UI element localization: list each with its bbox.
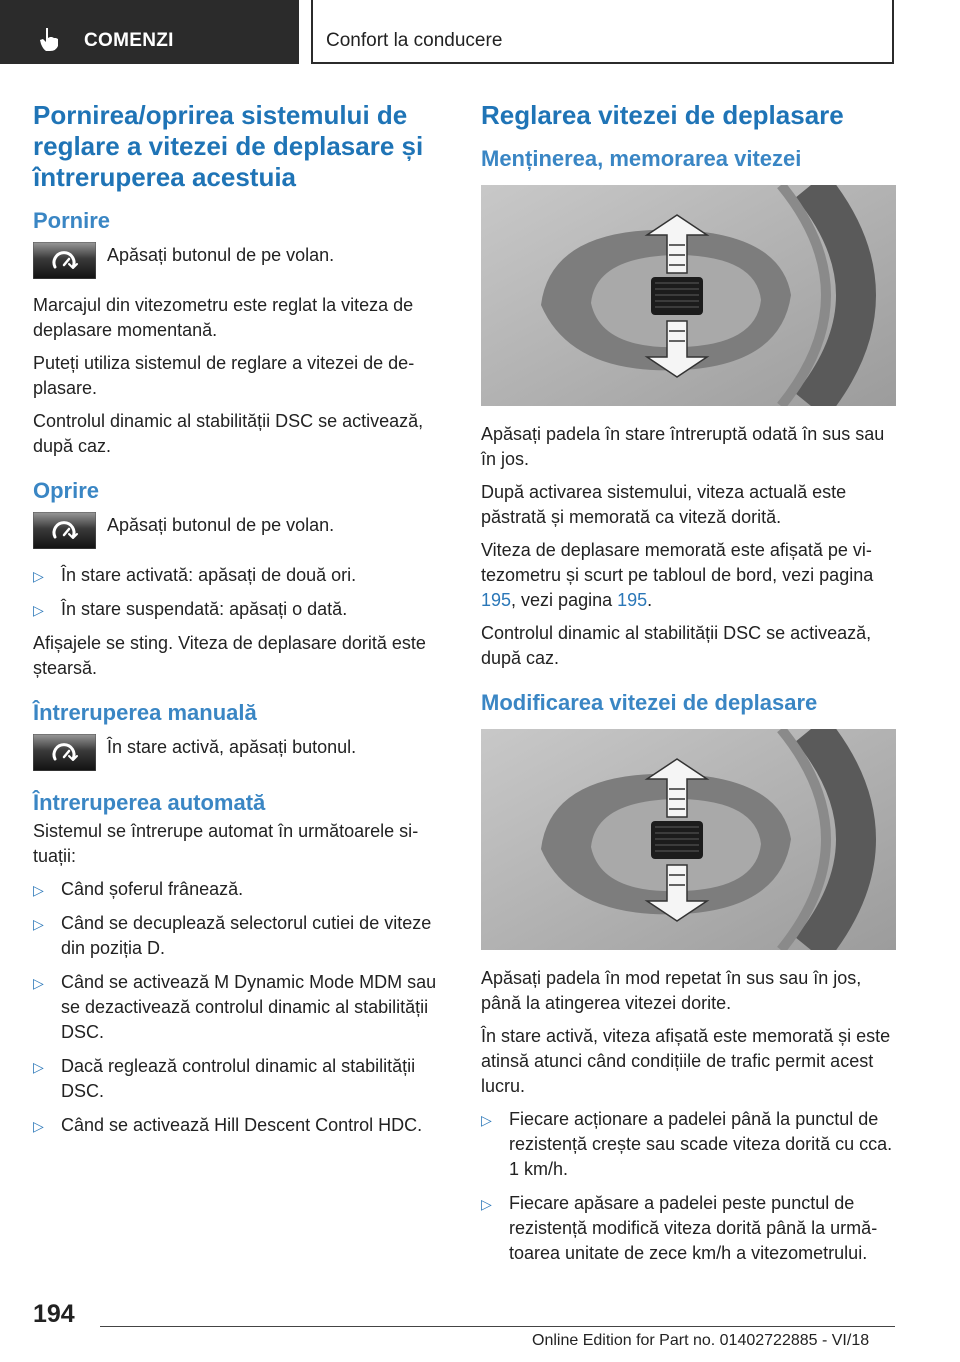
oprire-button-row [33,513,448,549]
list-item: ▷ Fiecare apăsare a padelei peste punctul de rezistență modifică viteza dorită până la următoarea unitate de zece km/h a vitezometrului. [481,1193,878,1263]
list-item: ▷ Când se decuplează selectorul cutiei de viteze din poziția D. [33,913,432,958]
automat-paragraph-1: Sistemul se întrerupe automat în următoarele situații: [33,821,419,866]
pornire-button-text: Apăsați butonul de pe volan. [107,245,335,265]
pornire-paragraph-2: Puteți utiliza sistemul de reglare a vitezei de deplasare. [33,353,415,398]
heading-modificare: Modificarea vitezei de deplasare [481,690,818,715]
cruise-control-button-icon [33,734,96,771]
cruise-control-button-icon [33,512,96,549]
manual-button-row [33,735,448,771]
manual-button-text: În stare activă, apăsați butonul. [107,737,357,757]
steering-paddle-photo [481,185,896,406]
heading-oprire: Oprire [33,478,100,503]
triangle-bullet-icon: ▷ [33,882,44,898]
oprire-list [33,563,448,622]
footer-edition: Online Edition for Part no. 01402722885 - VI/18 [532,1332,870,1349]
triangle-bullet-icon: ▷ [481,1196,492,1212]
pornire-paragraph-1: Marcajul din vitezometru este reglat la viteza de deplasare momentană. [33,295,414,340]
pornire-paragraph-3: Controlul dinamic al stabilității DSC se activează, după caz. [33,411,424,456]
mentinere-paragraph-4: Controlul dinamic al stabilității DSC se activează, după caz. [481,623,872,668]
pornire-button-row [33,243,448,279]
modificare-paragraph-1: Apăsați padela în mod repetat în sus sau în jos, până la atingerea vitezei dorite. [481,968,862,1013]
left-page-title: Pornirea/oprirea sistemului de reglare a vitezei de deplasare și întreruperea acestuia [33,100,424,192]
footer-divider [100,1326,895,1327]
list-item: ▷ Când se activează Hill Descent Control HDC. [33,1113,448,1138]
mentinere-paragraph-2: După activarea sistemului, viteza actuală este păstrată și memorată ca viteză dorită. [481,482,847,527]
right-page-title: Reglarea vitezei de deplasare [481,100,844,130]
list-item: ▷ Când se activează M Dynamic Mode MDM sau se dezactivează controlul dinamic al stabilității DSC. [33,972,437,1042]
triangle-bullet-icon: ▷ [33,916,44,932]
heading-pornire: Pornire [33,208,111,233]
triangle-bullet-icon: ▷ [33,1118,44,1134]
triangle-bullet-icon: ▷ [33,568,44,584]
heading-intrerupere-automata: Întreruperea automată [33,790,266,815]
page-number: 194 [33,1300,75,1328]
triangle-bullet-icon: ▷ [33,1059,44,1075]
modificare-paragraph-2: În stare activă, viteza afișată este memorată și este atinsă atunci când condițiile de trafic permit acest lucru. [481,1026,891,1096]
heading-intrerupere-manuala: Întreruperea manuală [33,700,257,725]
heading-mentinere: Menținerea, memorarea vitezei [481,146,802,171]
list-item: ▷ În stare activată: apăsați de două ori. [33,563,448,588]
list-item: ▷ Când șoferul frânează. [33,877,448,902]
oprire-paragraph-1: Afișajele se sting. Viteza de deplasare dorită este ștearsă. [33,633,426,678]
triangle-bullet-icon: ▷ [33,975,44,991]
triangle-bullet-icon: ▷ [481,1112,492,1128]
oprire-button-text: Apăsați butonul de pe volan. [107,515,335,535]
list-item: ▷ Dacă reglează controlul dinamic al stabilității DSC. [33,1056,416,1101]
right-column [481,100,896,1275]
steering-paddle-photo [481,729,896,950]
list-item: ▷ În stare suspendată: apăsați o dată. [33,597,448,622]
hand-pointer-icon [38,26,64,52]
cruise-control-button-icon [33,242,96,279]
triangle-bullet-icon: ▷ [33,602,44,618]
modificare-list [481,1107,896,1266]
chapter-title: Confort la conducere [326,30,503,51]
mentinere-paragraph-3: Viteza de deplasare memorată este afișată pe vitezometru și scurt pe tabloul de bord, vezi pagina 195, vezi pagina 195. [481,540,874,610]
left-column [33,100,448,1147]
mentinere-paragraph-1: Apăsați padela în stare întreruptă odată în sus sau în jos. [481,424,885,469]
list-item: ▷ Fiecare acționare a padelei până la punctul de rezistență crește sau scade viteza dorită cu cca. 1 km/h. [481,1109,893,1179]
page-link[interactable]: 195 [617,590,648,610]
section-title: COMENZI [84,30,174,51]
automat-list [33,877,448,1138]
page-link[interactable]: 195 [481,590,512,610]
